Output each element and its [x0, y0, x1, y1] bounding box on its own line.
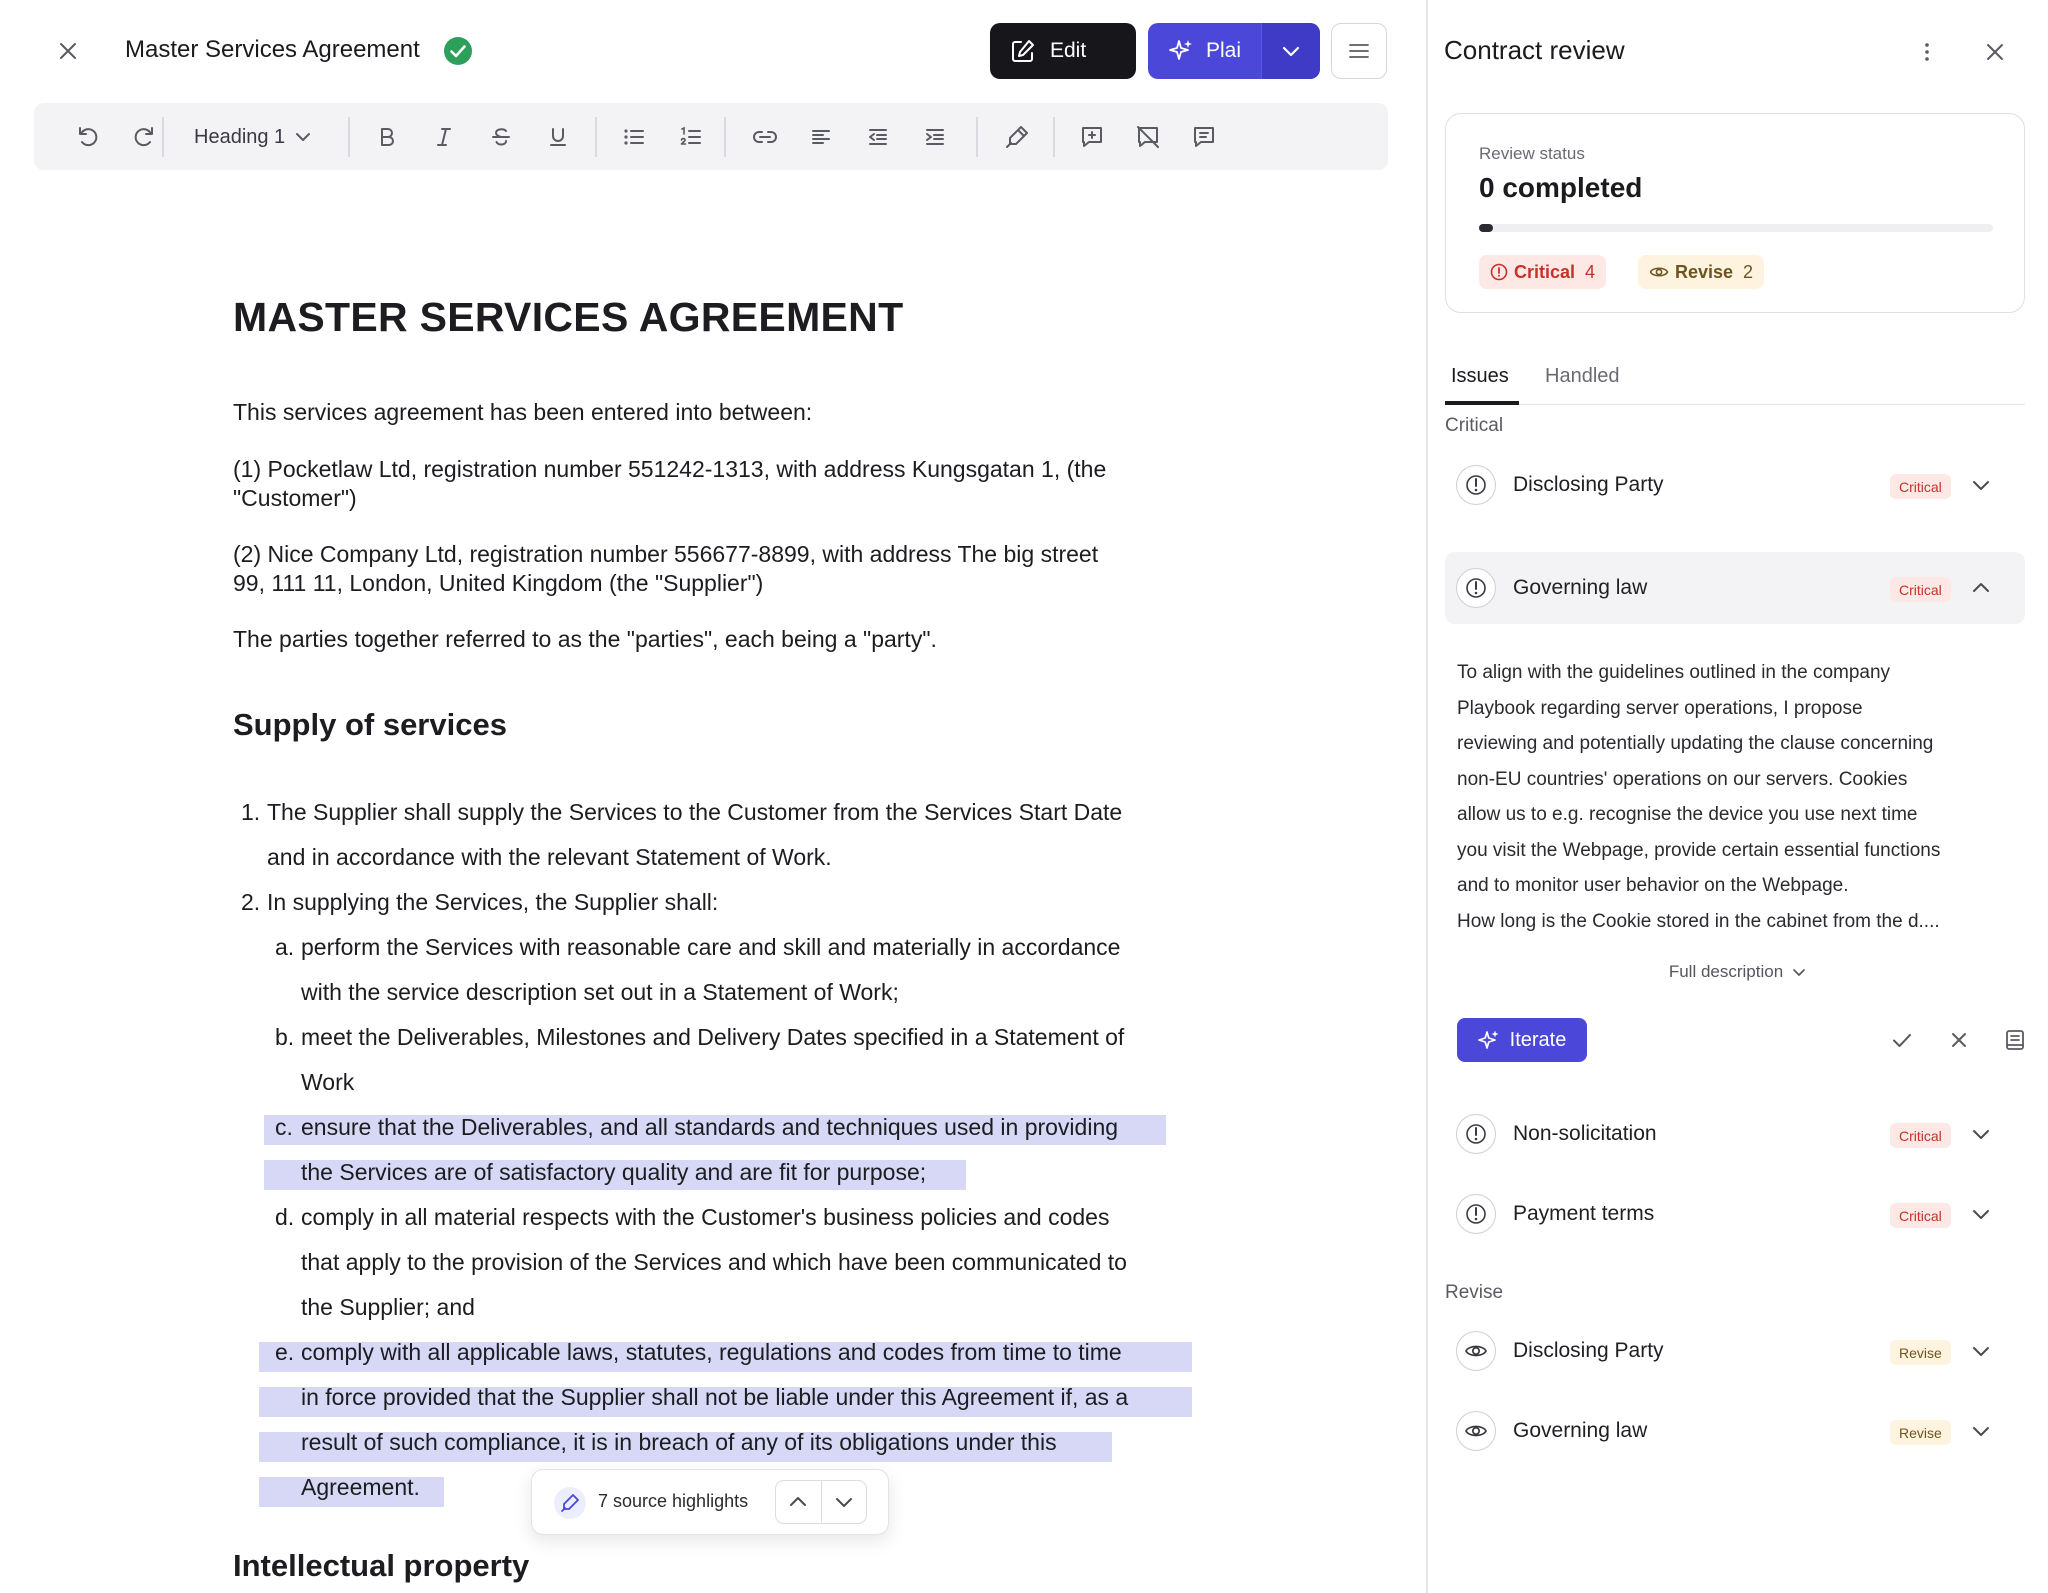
critical-count-pill[interactable] — [1479, 255, 1606, 289]
plai-button-label: Plai — [1206, 39, 1242, 62]
critical-pill-label: Critical — [1514, 261, 1576, 282]
party-2-line: (2) Nice Company Ltd, registration number 556677-8899, with address The big street — [233, 541, 1099, 567]
strikethrough-icon[interactable] — [481, 117, 521, 157]
close-icon[interactable] — [48, 31, 88, 71]
list-item-text: The Supplier shall supply the Services to the Customer from the Services Start Date — [267, 799, 1123, 825]
bold-icon[interactable] — [367, 117, 407, 157]
issue-description — [1457, 655, 2013, 939]
toolbar-divider — [1053, 117, 1055, 157]
dismiss-x-icon[interactable] — [1941, 1022, 1977, 1058]
sublist-item-text: that apply to the provision of the Services and which have been communicated to — [301, 1249, 1127, 1275]
check-circle-icon — [443, 36, 473, 66]
active-tab-indicator — [1445, 401, 1519, 405]
sublist-item-text: comply with all applicable laws, statutes, regulations and codes from time to time — [301, 1339, 1122, 1365]
revise-pill-count: 2 — [1743, 261, 1754, 282]
chevron-down-icon[interactable] — [1965, 1118, 1997, 1150]
chevron-down-icon[interactable] — [1965, 1198, 1997, 1230]
description-line: Playbook regarding server operations, I propose — [1457, 697, 1863, 719]
party-2-line: 99, 111 11, London, United Kingdom (the "Supplier") — [233, 570, 764, 596]
sparkle-icon — [1168, 38, 1194, 64]
list-number: 2. — [241, 889, 261, 915]
severity-badge: Critical — [1890, 577, 1951, 602]
full-description-toggle[interactable] — [1428, 962, 2048, 982]
source-highlights-count: 7 source highlights — [598, 1491, 749, 1511]
issue-name: Disclosing Party — [1513, 1339, 1664, 1362]
parties-paragraph: The parties together referred to as the "parties", each being a "party". — [233, 626, 937, 652]
redo-icon[interactable] — [124, 117, 164, 157]
issue-name: Payment terms — [1513, 1202, 1655, 1225]
accept-check-icon[interactable] — [1884, 1022, 1920, 1058]
party-1-line: "Customer") — [233, 485, 357, 511]
document-heading: MASTER SERVICES AGREEMENT — [233, 294, 904, 340]
severity-badge: Critical — [1890, 1123, 1951, 1148]
toolbar-divider — [976, 117, 978, 157]
party-1-paragraph — [233, 455, 1193, 513]
close-icon[interactable] — [1975, 32, 2015, 72]
list-item-text: and in accordance with the relevant Statement of Work. — [267, 844, 832, 870]
full-description-label: Full description — [1668, 962, 1784, 981]
highlight-navigation — [775, 1480, 867, 1524]
chevron-down-icon — [1791, 964, 1807, 980]
section-heading-ip: Intellectual property — [233, 1548, 530, 1583]
intro-paragraph: This services agreement has been entered into between: — [233, 399, 813, 425]
review-progress-bar — [1479, 224, 1993, 232]
edit-button-label: Edit — [1050, 39, 1087, 62]
more-vertical-icon[interactable] — [1907, 32, 1947, 72]
description-line: non-EU countries' operations on our servers. Cookies — [1457, 768, 1908, 790]
sublist-letter: d. — [275, 1204, 295, 1230]
tab-issues[interactable]: Issues — [1451, 365, 1509, 387]
review-status-label: Review status — [1479, 144, 1585, 163]
comments-icon[interactable] — [1184, 117, 1224, 157]
chevron-down-icon[interactable] — [1965, 1415, 1997, 1447]
sparkle-icon — [1478, 1029, 1500, 1051]
underline-icon[interactable] — [538, 117, 578, 157]
severity-badge: Critical — [1890, 474, 1951, 499]
undo-icon[interactable] — [68, 117, 108, 157]
link-icon[interactable] — [745, 117, 785, 157]
iterate-button[interactable] — [1457, 1018, 1587, 1062]
sublist-item-text: with the service description set out in a Statement of Work; — [301, 979, 899, 1005]
sublist-letter: e. — [275, 1339, 295, 1365]
section-heading-supply: Supply of services — [233, 707, 507, 742]
plai-button[interactable] — [1148, 23, 1261, 79]
italic-icon[interactable] — [424, 117, 464, 157]
formatting-toolbar — [34, 103, 1388, 170]
chevron-down-icon — [293, 127, 313, 147]
heading-style-select[interactable] — [194, 117, 313, 157]
document-title: Master Services Agreement — [125, 36, 420, 63]
toolbar-divider — [724, 117, 726, 157]
list-number: 1. — [241, 799, 261, 825]
revise-section-label: Revise — [1445, 1282, 1504, 1303]
chevron-down-icon[interactable] — [1965, 1335, 1997, 1367]
issue-name: Governing law — [1513, 576, 1648, 599]
toolbar-divider — [162, 117, 164, 157]
eye-icon — [1649, 263, 1669, 281]
description-line: reviewing and potentially updating the clause concerning — [1457, 733, 1934, 754]
next-highlight-button[interactable] — [821, 1481, 866, 1522]
align-left-icon[interactable] — [801, 117, 841, 157]
list-item-text: In supplying the Services, the Supplier shall: — [267, 889, 719, 915]
issue-row[interactable] — [1445, 1178, 2025, 1250]
document-header — [0, 0, 1426, 100]
sublist-item-text: comply in all material respects with the Customer's business policies and codes — [301, 1204, 1110, 1230]
indent-icon[interactable] — [915, 117, 955, 157]
sublist-item-text: Work — [301, 1069, 355, 1095]
plai-dropdown-button[interactable] — [1261, 23, 1320, 79]
sublist-item-text: ensure that the Deliverables, and all standards and techniques used in providing — [301, 1114, 1119, 1140]
sublist-letter: a. — [275, 934, 295, 960]
alert-circle-icon — [1456, 465, 1496, 505]
revise-pill-label: Revise — [1675, 261, 1734, 282]
issue-row[interactable] — [1445, 1315, 2025, 1387]
iterate-button-label: Iterate — [1509, 1028, 1567, 1051]
sublist-item-text: meet the Deliverables, Milestones and Delivery Dates specified in a Statement of — [301, 1024, 1125, 1050]
severity-badge: Critical — [1890, 1203, 1951, 1228]
severity-badge: Revise — [1890, 1420, 1951, 1445]
sublist-letter: c. — [275, 1114, 293, 1140]
outdent-icon[interactable] — [858, 117, 898, 157]
sublist-item-text: Agreement. — [301, 1474, 420, 1500]
source-highlights-popover — [531, 1469, 889, 1535]
sublist-item-text: the Supplier; and — [301, 1294, 475, 1320]
issue-name: Disclosing Party — [1513, 473, 1664, 496]
issue-row-expanded[interactable] — [1445, 552, 2025, 624]
chevron-down-icon[interactable] — [1965, 469, 1997, 501]
highlighter-icon — [554, 1487, 586, 1519]
issue-row[interactable] — [1445, 1395, 2025, 1467]
add-comment-icon[interactable] — [1072, 117, 1112, 157]
alert-circle-icon — [1490, 263, 1508, 281]
critical-section-label: Critical — [1445, 415, 1504, 436]
description-line: How long is the Cookie stored in the cabinet from the d.... — [1457, 910, 1940, 932]
edit-icon — [1010, 38, 1036, 64]
toolbar-divider — [348, 117, 350, 157]
sublist-item-text: in force provided that the Supplier shall not be liable under this Agreement if, as a — [301, 1384, 1129, 1410]
chevron-down-icon — [1280, 40, 1302, 62]
description-line: and to monitor user behavior on the Webpage. — [1457, 875, 1849, 896]
issue-row[interactable] — [1445, 449, 2025, 521]
heading-style-label: Heading 1 — [194, 125, 286, 148]
eye-icon — [1456, 1331, 1496, 1371]
contract-review-panel — [1428, 0, 2048, 1593]
highlighter-icon[interactable] — [997, 117, 1037, 157]
panel-tabs — [1445, 355, 2025, 405]
eye-icon — [1456, 1411, 1496, 1451]
issue-name: Non-solicitation — [1513, 1122, 1657, 1145]
chevron-up-icon — [787, 1491, 809, 1513]
review-status-value: 0 completed — [1479, 172, 1643, 203]
revise-count-pill[interactable] — [1638, 255, 1764, 289]
plai-button-group — [1148, 23, 1320, 79]
sublist-item-text: perform the Services with reasonable care and skill and materially in accordance — [301, 934, 1121, 960]
sublist-letter: b. — [275, 1024, 295, 1050]
sublist-item-text: the Services are of satisfactory quality and are fit for purpose; — [301, 1159, 927, 1185]
toolbar-divider — [595, 117, 597, 157]
description-line: allow us to e.g. recognise the device you use next time — [1457, 804, 1918, 825]
review-progress-fill — [1479, 224, 1493, 232]
bullet-list-icon[interactable] — [614, 117, 654, 157]
party-2-paragraph — [233, 540, 1193, 598]
description-line: you visit the Webpage, provide certain essential functions — [1457, 839, 1941, 861]
previous-highlight-button[interactable] — [776, 1481, 821, 1522]
review-status-card — [1445, 113, 2025, 313]
hamburger-icon — [1347, 39, 1371, 63]
alert-circle-icon — [1456, 1114, 1496, 1154]
numbered-list-icon[interactable] — [671, 117, 711, 157]
document-note-icon[interactable] — [1997, 1022, 2033, 1058]
chevron-up-icon[interactable] — [1965, 572, 1997, 604]
tab-handled[interactable]: Handled — [1545, 365, 1620, 387]
issue-name: Governing law — [1513, 1419, 1648, 1442]
panel-title: Contract review — [1444, 35, 1625, 65]
hide-comments-icon[interactable] — [1128, 117, 1168, 157]
menu-button[interactable] — [1331, 23, 1387, 79]
chevron-down-icon — [833, 1491, 855, 1513]
critical-pill-count: 4 — [1585, 261, 1596, 282]
alert-circle-icon — [1456, 1194, 1496, 1234]
party-1-line: (1) Pocketlaw Ltd, registration number 551242-1313, with address Kungsgatan 1, (the — [233, 456, 1107, 482]
issue-row[interactable] — [1445, 1098, 2025, 1170]
alert-circle-icon — [1456, 568, 1496, 608]
edit-button[interactable] — [990, 23, 1136, 79]
severity-badge: Revise — [1890, 1340, 1951, 1365]
description-line: To align with the guidelines outlined in the company — [1457, 662, 1891, 683]
sublist-item-text: result of such compliance, it is in breach of any of its obligations under this — [301, 1429, 1057, 1455]
